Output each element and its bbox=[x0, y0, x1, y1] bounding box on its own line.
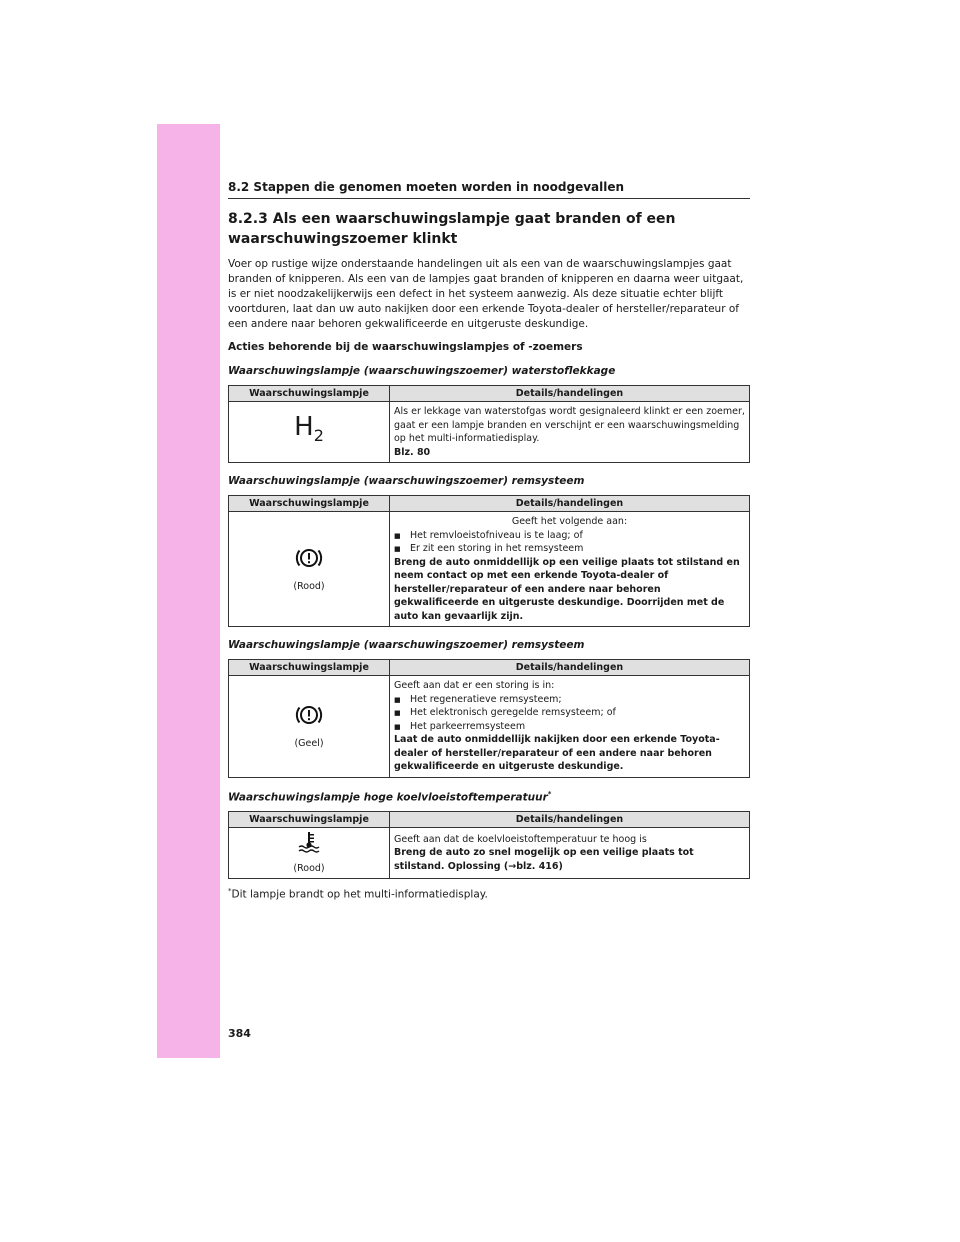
details-intro: Geeft het volgende aan: bbox=[511, 516, 628, 527]
hydrogen-icon: $H_2$ bbox=[294, 412, 324, 446]
col-header-lamp: Waarschuwingslampje bbox=[229, 496, 390, 512]
table1-heading: Waarschuwingslampje (waarschuwingszoemer) waterstoflekkage bbox=[228, 365, 616, 377]
brake-warning-icon bbox=[295, 545, 323, 571]
page-title bbox=[228, 209, 750, 249]
table4-heading: Waarschuwingslampje hoge koelvloeistoftemperatuur* bbox=[228, 789, 552, 803]
lamp-color-note: (Rood) bbox=[293, 862, 325, 874]
footnote-marker: * bbox=[228, 887, 232, 895]
col-header-details: Details/handelingen bbox=[390, 496, 750, 512]
table3-heading: Waarschuwingslampje (waarschuwingszoemer) remsysteem bbox=[228, 639, 585, 651]
action-text: Laat de auto onmiddellijk nakijken door een erkende Toyota-dealer of hersteller/reparateur of een andere naar behoren gekwalificeerde en uitgeruste deskundige. bbox=[394, 734, 720, 772]
list-item: ■ Het regeneratieve remsysteem; bbox=[394, 693, 745, 707]
intro-paragraph: Voer op rustige wijze onderstaande handelingen uit als een van de waarschuwingslampjes gaat branden of knipperen. Als een van de lampjes gaat branden of knipperen en daarna weer uitgaat, is er niet noodzakelijkerwijs een defect in het systeem aanwezig. Als deze situatie echter blijft voortduren, laat dan uw auto nakijken door een erkende Toyota-dealer of hersteller/reparateur of een andere naar behoren gekwalificeerde en uitgeruste deskundige. bbox=[228, 258, 744, 330]
brake-warning-icon bbox=[295, 702, 323, 728]
col-header-lamp: Waarschuwingslampje bbox=[229, 812, 390, 828]
col-header-details: Details/handelingen bbox=[390, 812, 750, 828]
lamp-color-note: (Geel) bbox=[294, 737, 324, 749]
details-cell bbox=[390, 676, 750, 778]
details-intro: Geeft aan dat de koelvloeistoftemperatuur te hoog is bbox=[394, 833, 647, 845]
action-text: Breng de auto onmiddellijk op een veilige plaats tot stilstand en neem contact op met een erkende Toyota-dealer of hersteller/reparateur of een andere naar behoren gekwalificeerde en uitgeruste deskundige. Doorrijden met de auto kan gevaarlijk zijn. bbox=[394, 556, 740, 622]
details-intro: Geeft aan dat er een storing is in: bbox=[394, 680, 555, 691]
action-text: Breng de auto zo snel mogelijk op een veilige plaats tot stilstand. Oplossing (→blz. 416) bbox=[394, 847, 694, 872]
table-coolant-temp bbox=[228, 811, 750, 879]
title-line-2: waarschuwingszoemer klinkt bbox=[228, 231, 458, 247]
table-hydrogen-leak bbox=[228, 385, 750, 463]
section-header: 8.2 Stappen die genomen moeten worden in noodgevallen bbox=[228, 180, 750, 199]
lamp-color-note: (Rood) bbox=[293, 580, 325, 592]
details-text: Als er lekkage van waterstofgas wordt gesignaleerd klinkt er een zoemer, gaat er een lampje branden en verschijnt er een waarschuwingsmelding op het multi-informatiedisplay. bbox=[394, 406, 745, 444]
table2-heading: Waarschuwingslampje (waarschuwingszoemer) remsysteem bbox=[228, 475, 585, 487]
lamp-cell bbox=[229, 676, 390, 778]
lamp-cell bbox=[229, 512, 390, 627]
table-brake-red bbox=[228, 495, 750, 627]
actions-heading: Acties behorende bij de waarschuwingslampjes of -zoemers bbox=[228, 341, 583, 353]
footnote-marker: * bbox=[547, 789, 552, 798]
list-item: ■ Het parkeerremsysteem bbox=[394, 720, 745, 734]
page-number: 384 bbox=[228, 1027, 251, 1040]
page-content bbox=[228, 180, 750, 901]
page-ref: Blz. 80 bbox=[394, 446, 431, 458]
lamp-cell bbox=[229, 402, 390, 463]
details-cell bbox=[390, 828, 750, 879]
table-row bbox=[229, 402, 750, 463]
table-row bbox=[229, 828, 750, 879]
col-header-lamp: Waarschuwingslampje bbox=[229, 386, 390, 402]
lamp-cell bbox=[229, 828, 390, 879]
table-row bbox=[229, 512, 750, 627]
title-line-1: 8.2.3 Als een waarschuwingslampje gaat branden of een bbox=[228, 211, 676, 227]
details-cell bbox=[390, 512, 750, 627]
col-header-details: Details/handelingen bbox=[390, 660, 750, 676]
list-item: ■ Het elektronisch geregelde remsysteem; of bbox=[394, 706, 745, 720]
col-header-details: Details/handelingen bbox=[390, 386, 750, 402]
footnote: *Dit lampje brandt op het multi-informatiedisplay. bbox=[228, 887, 488, 901]
col-header-lamp: Waarschuwingslampje bbox=[229, 660, 390, 676]
table-brake-yellow bbox=[228, 659, 750, 778]
list-item: ■ Het remvloeistofniveau is te laag; of bbox=[394, 529, 745, 543]
details-cell bbox=[390, 402, 750, 463]
side-tab-bar bbox=[157, 124, 220, 1058]
table-row bbox=[229, 676, 750, 778]
coolant-temperature-icon bbox=[297, 831, 321, 853]
list-item: ■ Er zit een storing in het remsysteem bbox=[394, 542, 745, 556]
